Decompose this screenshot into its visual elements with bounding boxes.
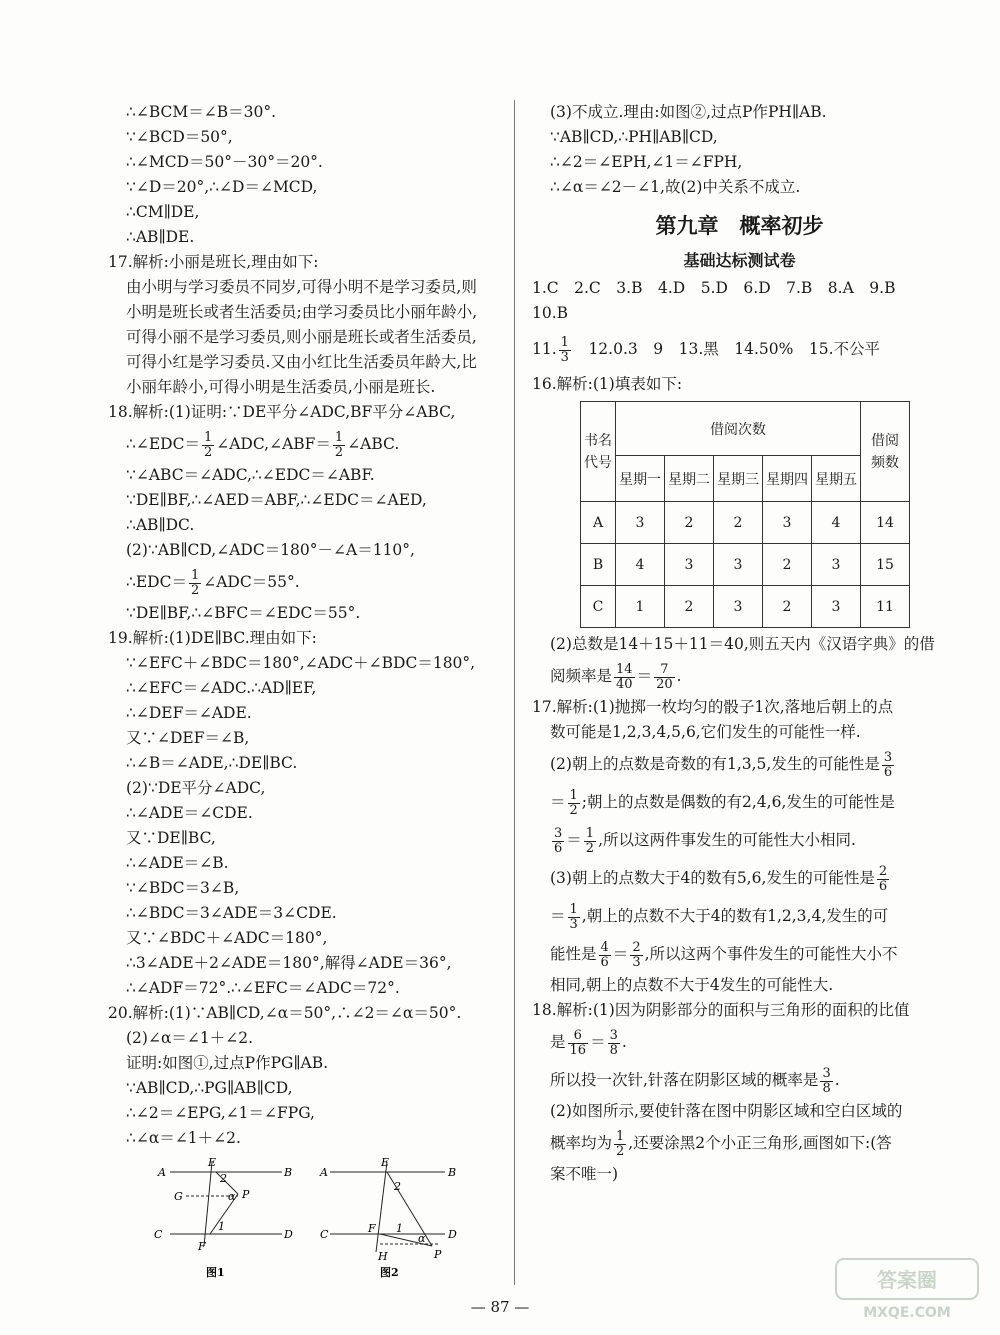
svg-text:MXQE.COM: MXQE.COM (863, 1305, 951, 1321)
header-borrow-times: 借阅次数 (616, 402, 861, 456)
header-book-code: 书名 代号 (581, 402, 616, 502)
header-day: 星期一 (616, 456, 665, 502)
fig2-angle-2: 2 (394, 1180, 401, 1193)
text-line: 又∵DE∥BC, (126, 829, 216, 847)
fraction: $\frac{1}{2}$ (190, 567, 200, 598)
section-subtitle: 基础达标测试卷 (683, 251, 796, 270)
text-line: ∵∠BCD＝50°, (126, 128, 233, 146)
text-line: ∴∠DEF＝∠ADE. (126, 704, 252, 722)
right-column (532, 100, 947, 1187)
fig2-label-p: P (434, 1248, 442, 1261)
fig1-label-f: F (198, 1240, 206, 1253)
text-line: ∴∠ADE＝∠B. (126, 854, 229, 872)
text-line: ∴∠BCM＝∠B＝30°. (126, 103, 277, 121)
text-line: ∴∠EFC＝∠ADC.∴AD∥EF, (126, 679, 317, 697)
fraction: $\frac{14}{40}$ (616, 661, 633, 692)
watermark-icon (832, 1255, 982, 1325)
fraction: $\frac{1}{3}$ (560, 334, 569, 365)
text-line: ∵DE∥BF,∴∠AED＝ABF,∴∠EDC＝∠AED, (126, 491, 427, 509)
question-18-heading: 18.解析:(1)证明:∵DE平分∠ADC,BF平分∠ABC, (108, 403, 456, 421)
table-row (581, 586, 910, 628)
text-line: 可得小红是学习委员.又由小红比生活委员年龄大,比 (126, 353, 477, 371)
header-day: 星期二 (665, 456, 714, 502)
text-line: ∴∠α＝∠1＋∠2. (126, 1129, 241, 1147)
table-cell: 3 (763, 502, 812, 544)
table-row (581, 502, 910, 544)
text-line: ∴∠BDC＝3∠ADE＝3∠CDE. (126, 904, 337, 922)
watermark-text: 答案圈 (877, 1268, 937, 1292)
fig2-caption: 图2 (380, 1266, 399, 1279)
fig1-caption: 图1 (206, 1266, 225, 1279)
fig1-angle-2: 2 (220, 1172, 227, 1185)
fig1-label-g: G (174, 1190, 183, 1203)
text-line: ∴∠α＝∠2－∠1,故(2)中关系不成立. (550, 178, 801, 196)
text-line: ∵AB∥CD,∴PH∥AB∥CD, (550, 128, 718, 146)
text-line: ＝ $\frac{1}{3}$ ,朝上的点数不大于4的数有1,2,3,4,发生的可 (550, 901, 889, 932)
fraction: $\frac{1}{3}$ (569, 901, 578, 932)
text-line: ∴EDC＝ $\frac{1}{2}$ ∠ADC＝55°. (126, 567, 300, 598)
text-line: ∵∠ABC＝∠ADC,∴∠EDC＝∠ABF. (126, 466, 375, 484)
text-line: ∴∠ADF＝72°.∴∠EFC＝∠ADC＝72°. (126, 979, 400, 997)
answers-line: 11. $\frac{1}{3}$ 12.0.3 9 13.黑 14.50% 15.不公平 (532, 334, 881, 365)
fraction: $\frac{6}{16}$ (569, 1027, 587, 1058)
fig2-label-b: B (448, 1166, 457, 1179)
text-line: 是 $\frac{6}{16}$ ＝ $\frac{3}{8}$ . (550, 1027, 627, 1058)
text-line: ∴AB∥DE. (126, 228, 195, 246)
header-day: 星期三 (714, 456, 763, 502)
chapter-title: 第九章 概率初步 (655, 214, 824, 238)
table-cell: 3 (812, 586, 861, 628)
text-line: (2)∵AB∥CD,∠ADC＝180°－∠A＝110°, (126, 541, 415, 559)
table-cell: 3 (714, 586, 763, 628)
table-cell: 3 (812, 544, 861, 586)
fraction: $\frac{3}{8}$ (609, 1027, 618, 1058)
text-line: (2)如图所示,要使针落在图中阴影区域和空白区域的 (550, 1102, 903, 1120)
text-line: (2)∠α＝∠1＋∠2. (126, 1029, 254, 1047)
text-line: ∴CM∥DE, (126, 203, 200, 221)
text-line: (2)∵DE平分∠ADC, (126, 779, 266, 797)
text-line: ∴∠2＝∠EPH,∠1＝∠FPH, (550, 153, 743, 171)
fraction: $\frac{3}{6}$ (554, 825, 563, 856)
table-cell: 2 (714, 502, 763, 544)
text-line: 由小明与学习委员不同岁,可得小明不是学习委员,则 (126, 278, 477, 296)
table-cell: 4 (812, 502, 861, 544)
text-line: ∴∠EDC＝ $\frac{1}{2}$ ∠ADC,∠ABF＝ $\frac{1}{2}$ ∠ABC. (126, 429, 400, 460)
geometry-figures (150, 1150, 480, 1290)
text-line: ∴∠B＝∠ADE,∴DE∥BC. (126, 754, 298, 772)
fig1-label-e: E (208, 1156, 217, 1169)
question-17-heading: 17.解析:小丽是班长,理由如下: (108, 253, 319, 271)
left-column (108, 100, 503, 1151)
text-line: ∴AB∥DC. (126, 516, 195, 534)
column-divider (514, 100, 515, 1285)
text-line: ∴3∠ADE＋2∠ADE＝180°,解得∠ADE＝36°, (126, 954, 452, 972)
figure-2 (330, 1162, 445, 1252)
fraction: $\frac{3}{6}$ (883, 749, 893, 780)
text-line: 相同,朝上的点数不大于4发生的可能性大. (550, 976, 834, 994)
question-19-heading: 19.解析:(1)DE∥BC.理由如下: (108, 629, 317, 647)
book-code: C (581, 586, 616, 628)
fraction: $\frac{4}{6}$ (600, 939, 609, 970)
text-line: 可得小丽不是学习委员,则小丽是班长或者生活委员, (126, 328, 477, 346)
text-line: 又∵∠DEF＝∠B, (126, 729, 250, 747)
fraction: $\frac{2}{6}$ (878, 863, 888, 894)
text-line: ∵AB∥CD,∴PG∥AB∥CD, (126, 1079, 293, 1097)
text-line: ∵∠BDC＝3∠B, (126, 879, 240, 897)
text-line: $\frac{3}{6}$ ＝ $\frac{1}{2}$ ,所以这两件事发生的可能性大小相同. (554, 825, 856, 856)
fig1-angle-1: 1 (218, 1220, 225, 1233)
fig2-angle-1: 1 (396, 1222, 403, 1235)
answers-line: 10.B (532, 304, 569, 322)
text-line: 小明是班长或者生活委员;由学习委员比小丽年龄小, (126, 303, 478, 321)
text-line: 所以投一次针,针落在阴影区域的概率是 $\frac{3}{8}$ . (550, 1065, 840, 1096)
table-cell: 2 (665, 586, 714, 628)
answers-line: 1.C 2.C 3.B 4.D 5.D 6.D 7.B 8.A 9.B (532, 279, 896, 297)
fraction: $\frac{3}{8}$ (822, 1065, 831, 1096)
table-cell: 3 (665, 544, 714, 586)
header-borrow-frequency: 借阅 频数 (861, 402, 910, 502)
fig2-label-e: E (381, 1156, 390, 1169)
fraction: $\frac{7}{20}$ (656, 661, 673, 692)
text-line: (2)朝上的点数是奇数的有1,3,5,发生的可能性是 $\frac{3}{6}$ (550, 749, 893, 780)
text-line: ∵∠D＝20°,∴∠D＝∠MCD, (126, 178, 318, 196)
text-line: 又∵∠BDC＋∠ADC＝180°, (126, 929, 328, 947)
fraction: $\frac{1}{2}$ (334, 429, 344, 460)
fig1-label-b: B (284, 1166, 293, 1179)
text-line: ∴∠MCD＝50°－30°＝20°. (126, 153, 323, 171)
fraction: $\frac{1}{2}$ (616, 1128, 625, 1159)
text-line: 案不唯一) (550, 1165, 619, 1183)
text-line: ＝ $\frac{1}{2}$ ;朝上的点数是偶数的有2,4,6,发生的可能性是 (550, 787, 895, 818)
fig2-label-d: D (448, 1228, 457, 1241)
figures (150, 1150, 480, 1290)
fig1-label-a: A (158, 1166, 166, 1179)
frequency-cell: 11 (861, 586, 910, 628)
text-line: ∵∠EFC＋∠BDC＝180°,∠ADC＋∠BDC＝180°, (126, 654, 476, 672)
fig2-angle-alpha: α (418, 1232, 426, 1245)
text-line: (2)总数是14＋15＋11＝40,则五天内《汉语字典》的借 (550, 635, 935, 653)
fraction: $\frac{1}{2}$ (585, 825, 595, 856)
fig1-label-d: D (284, 1228, 293, 1241)
question-20-heading: 20.解析:(1)∵AB∥CD,∠α＝50°,∴∠2＝∠α＝50°. (108, 1004, 462, 1022)
page-number: — 87 — (470, 1298, 530, 1316)
text-line: 证明:如图①,过点P作PG∥AB. (126, 1054, 329, 1072)
fraction: $\frac{1}{2}$ (569, 787, 578, 818)
header-day: 星期四 (763, 456, 812, 502)
book-code: A (581, 502, 616, 544)
text-line: 能性是 $\frac{4}{6}$ ＝ $\frac{2}{3}$ ,所以这两个事件发生的可能性大小不 (550, 939, 898, 970)
question-16-heading: 16.解析:(1)填表如下: (532, 375, 683, 393)
fraction: $\frac{2}{3}$ (632, 939, 641, 970)
frequency-cell: 14 (861, 502, 910, 544)
text-line: ∴∠ADE＝∠CDE. (126, 804, 253, 822)
table-cell: 2 (763, 586, 812, 628)
table-cell: 3 (616, 502, 665, 544)
text-line: ∴∠2＝∠EPG,∠1＝∠FPG, (126, 1104, 315, 1122)
fig2-label-h: H (378, 1250, 388, 1263)
table-cell: 2 (763, 544, 812, 586)
text-line: 数可能是1,2,3,4,5,6,它们发生的可能性一样. (550, 723, 861, 741)
fig1-label-p: P (242, 1188, 250, 1201)
watermark-logo (832, 1255, 982, 1325)
table-cell: 1 (616, 586, 665, 628)
text-line: (3)不成立.理由:如图②,过点P作PH∥AB. (550, 103, 827, 121)
book-code: B (581, 544, 616, 586)
fig2-label-f: F (368, 1222, 376, 1235)
fig2-label-a: A (320, 1166, 328, 1179)
table-cell: 3 (714, 544, 763, 586)
text-line: 阅频率是 $\frac{14}{40}$ ＝ $\frac{7}{20}$ . (550, 661, 682, 692)
question-17-heading: 17.解析:(1)抛掷一枚均匀的骰子1次,落地后朝上的点 (532, 698, 894, 716)
fig1-angle-alpha: α (228, 1190, 236, 1203)
table-cell: 2 (665, 502, 714, 544)
frequency-cell: 15 (861, 544, 910, 586)
text-line: 概率均为 $\frac{1}{2}$ ,还要涂黑2个小正三角形,画图如下:(答 (550, 1128, 892, 1159)
table-row (581, 544, 910, 586)
header-day: 星期五 (812, 456, 861, 502)
fig2-label-c: C (320, 1228, 329, 1241)
text-line: ∵DE∥BF,∴∠BFC＝∠EDC＝55°. (126, 604, 361, 622)
text-line: (3)朝上的点数大于4的数有5,6,发生的可能性是 $\frac{2}{6}$ (550, 863, 888, 894)
text-line: 小丽年龄小,可得小明是生活委员,小丽是班长. (126, 378, 436, 396)
table-cell: 4 (616, 544, 665, 586)
question-18-heading: 18.解析:(1)因为阴影部分的面积与三角形的面积的比值 (532, 1001, 910, 1019)
fig1-label-c: C (154, 1228, 163, 1241)
fraction: $\frac{1}{2}$ (203, 429, 213, 460)
borrowing-table (580, 401, 910, 628)
